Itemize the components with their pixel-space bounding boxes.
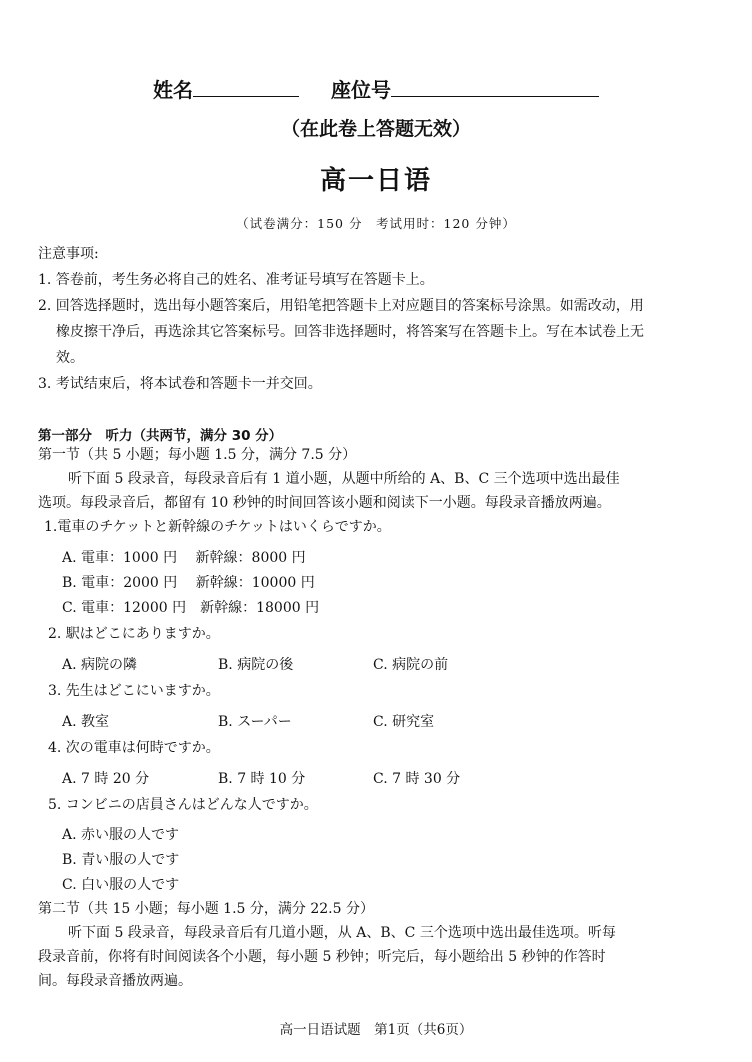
option-2a: A. 病院の隣 xyxy=(62,657,138,673)
option-2c: C. 病院の前 xyxy=(373,657,449,673)
instruction-item: 2. 回答选择题时，选出每小题答案后，用铅笔把答题卡上对应题目的答案标号涂黑。如需改动，用 xyxy=(38,298,644,314)
instruction-item: 1. 答卷前，考生务必将自己的姓名、准考证号填写在答题卡上。 xyxy=(38,272,434,288)
question-5: 5. コンビニの店員さんはどんな人ですか。 xyxy=(48,797,318,813)
instruction-item: 效。 xyxy=(56,350,84,366)
option-4a: A. 7 時 20 分 xyxy=(62,771,150,787)
section1-directions: 选项。每段录音后，都留有 10 秒钟的时间回答该小题和阅读下一小题。每段录音播放两遍。 xyxy=(38,495,611,511)
instructions-heading: 注意事项: xyxy=(38,246,99,262)
question-1: 1.電車のチケットと新幹線のチケットはいくらですか。 xyxy=(44,519,391,535)
name-label: 姓名 xyxy=(153,78,194,102)
section2-heading: 第二节（共 15 小题；每小题 1.5 分，满分 22.5 分） xyxy=(38,901,374,917)
section1-directions: 听下面 5 段录音，每段录音后有 1 道小题，从题中所给的 A、B、C 三个选项中选出最佳 xyxy=(68,471,620,487)
option-1a: A. 電車：1000 円 新幹線：8000 円 xyxy=(62,550,306,566)
option-3c: C. 研究室 xyxy=(373,714,435,730)
name-seat-fields xyxy=(0,74,752,103)
section2-directions: 听下面 5 段录音，每段录音后有几道小题，从 A、B、C 三个选项中选出最佳选项。听每 xyxy=(68,925,616,941)
option-3b: B. スーパー xyxy=(218,714,292,730)
page-title: 高一日语 xyxy=(319,166,432,196)
page-footer: 高一日语试题 第1页（共6页） xyxy=(279,1022,473,1038)
part1-heading: 第一部分 听力（共两节，满分 30 分） xyxy=(38,428,283,444)
seat-label: 座位号 xyxy=(330,78,391,102)
option-5c: C. 白い服の人です xyxy=(62,877,180,893)
section1-heading: 第一节（共 5 小题；每小题 1.5 分，满分 7.5 分） xyxy=(38,447,357,463)
notice: （在此卷上答题无效） xyxy=(280,118,471,140)
option-4b: B. 7 時 10 分 xyxy=(218,771,306,787)
option-5b: B. 青い服の人です xyxy=(62,852,180,868)
instruction-item: 橡皮擦干净后，再选涂其它答案标号。回答非选择题时，将答案写在答题卡上。写在本试卷上无 xyxy=(56,324,644,340)
option-4c: C. 7 時 30 分 xyxy=(373,771,461,787)
seat-blank[interactable] xyxy=(391,76,599,97)
section2-directions: 段录音前，你将有时间阅读各个小题，每小题 5 秒钟；听完后，每小题给出 5 秒钟的作答时 xyxy=(38,949,606,965)
question-3: 3. 先生はどこにいますか。 xyxy=(48,683,220,699)
question-4: 4. 次の電車は何時ですか。 xyxy=(48,740,220,756)
option-3a: A. 教室 xyxy=(62,714,110,730)
section2-directions: 间。每段录音播放两遍。 xyxy=(38,973,192,989)
question-2: 2. 駅はどこにありますか。 xyxy=(48,626,220,642)
option-1b: B. 電車：2000 円 新幹線：10000 円 xyxy=(62,575,315,591)
exam-info: （试卷满分：150 分 考试用时：120 分钟） xyxy=(236,216,516,231)
option-5a: A. 赤い服の人です xyxy=(62,827,180,843)
option-2b: B. 病院の後 xyxy=(218,657,294,673)
option-1c: C. 電車：12000 円 新幹線：18000 円 xyxy=(62,600,320,616)
instruction-item: 3. 考试结束后，将本试卷和答题卡一并交回。 xyxy=(38,376,322,392)
name-blank[interactable] xyxy=(193,76,299,97)
